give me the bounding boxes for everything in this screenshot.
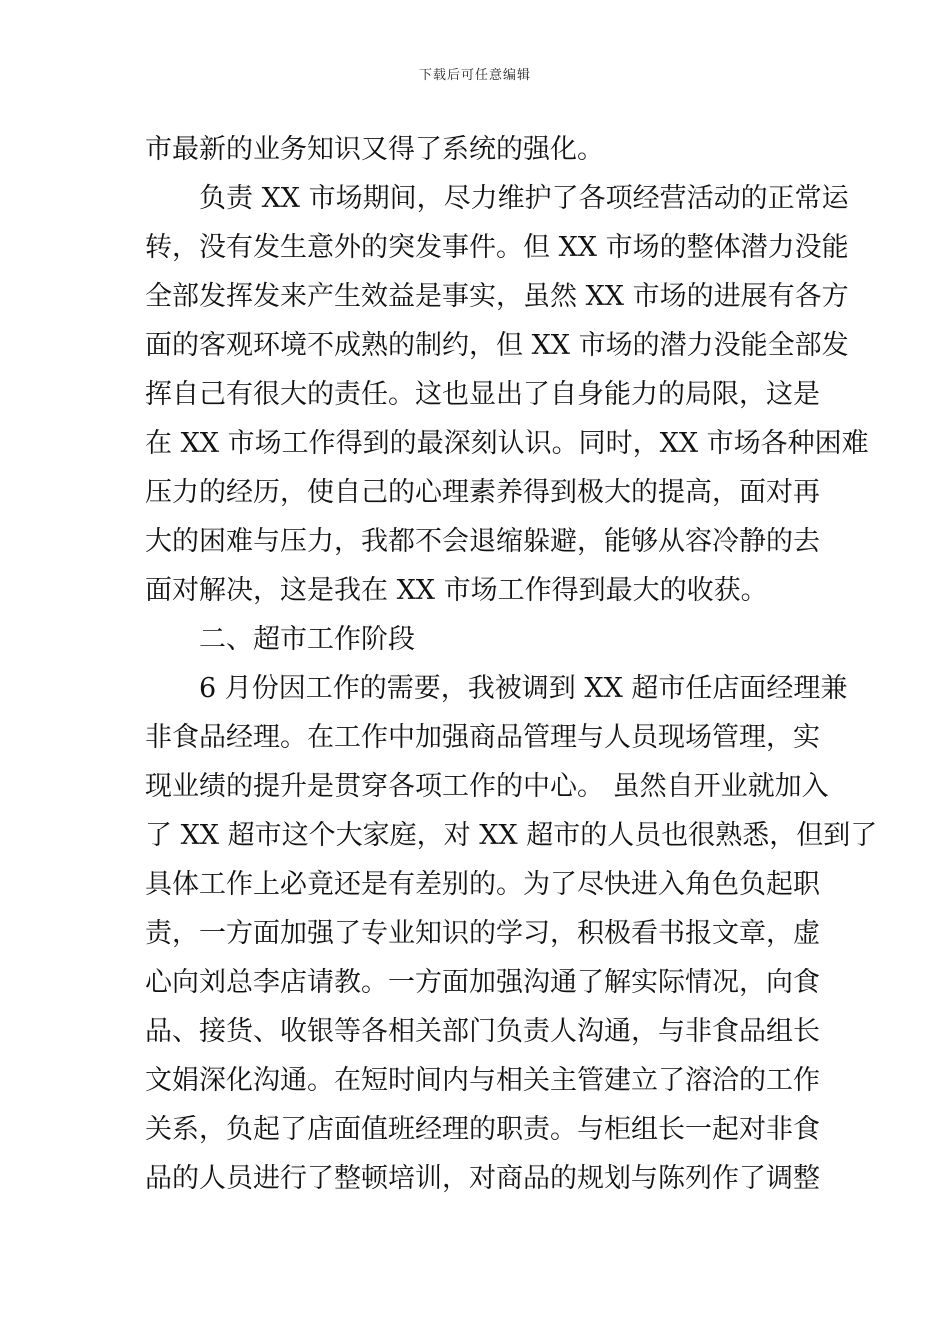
text-line: 压力的经历，使自己的心理素养得到极大的提高，面对再 (145, 477, 820, 508)
text-line: 转，没有发生意外的突发事件。但 XX 市场的整体潜力没能 (145, 232, 849, 263)
page-header: 下载后可任意编辑 (418, 68, 531, 83)
text-line: 品、接货、收银等各相关部门负责人沟通，与非食品组长 (145, 1016, 820, 1047)
text-line: 现业绩的提升是贯穿各项工作的中心。 虽然自开业就加入 (145, 771, 829, 802)
text-line: 大的困难与压力，我都不会退缩躲避，能够从容冷静的去 (145, 526, 820, 557)
document-body (145, 125, 878, 1203)
text-line: 责，一方面加强了专业知识的学习，积极看书报文章，虚 (145, 918, 820, 949)
text-line: 文娟深化沟通。在短时间内与相关主管建立了溶洽的工作 (145, 1065, 820, 1096)
text-line: 了 XX 超市这个大家庭，对 XX 超市的人员也很熟悉，但到了 (145, 820, 878, 851)
text-line: 在 XX 市场工作得到的最深刻认识。同时，XX 市场各种困难 (145, 428, 869, 459)
text-line: 关系，负起了店面值班经理的职责。与柜组长一起对非食 (145, 1114, 820, 1145)
text-line: 全部发挥发来产生效益是事实，虽然 XX 市场的进展有各方 (145, 281, 849, 312)
text-line: 心向刘总李店请教。一方面加强沟通了解实际情况，向食 (145, 967, 820, 998)
text-line: 品的人员进行了整顿培训，对商品的规划与陈列作了调整 (145, 1163, 820, 1194)
text-line: 非食品经理。在工作中加强商品管理与人员现场管理，实 (145, 722, 820, 753)
paragraph-first-line: 负责 XX 市场期间，尽力维护了各项经营活动的正常运 (199, 183, 849, 214)
paragraph-first-line: 6 月份因工作的需要，我被调到 XX 超市任店面经理兼 (199, 673, 848, 704)
section-heading: 二、超市工作阶段 (199, 624, 415, 655)
text-line: 面的客观环境不成熟的制约，但 XX 市场的潜力没能全部发 (145, 330, 849, 361)
text-line: 面对解决，这是我在 XX 市场工作得到最大的收获。 (145, 575, 768, 606)
text-line: 挥自己有很大的责任。这也显出了自身能力的局限，这是 (145, 379, 820, 410)
text-line: 具体工作上必竟还是有差别的。为了尽快进入角色负起职 (145, 869, 820, 900)
text-line: 市最新的业务知识又得了系统的强化。 (145, 134, 604, 165)
